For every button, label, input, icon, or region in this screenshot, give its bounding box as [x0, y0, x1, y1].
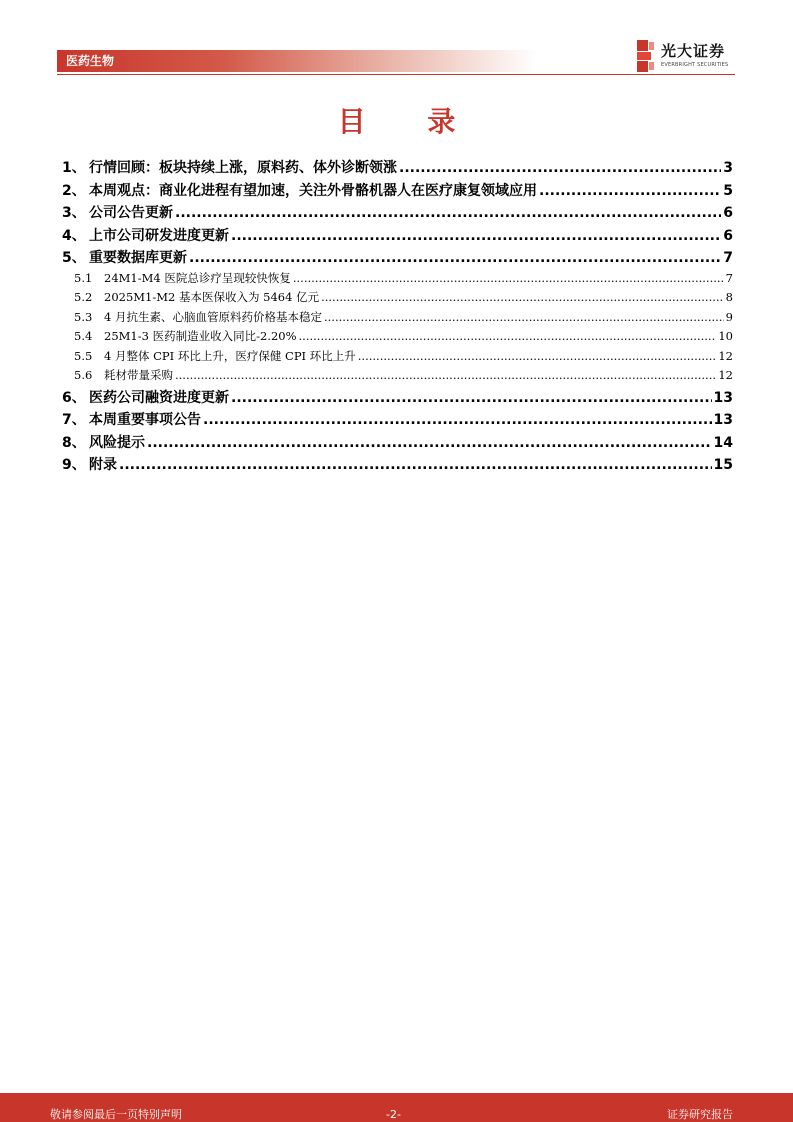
toc-entry-page: 13	[713, 389, 733, 406]
toc-entry[interactable]	[62, 328, 733, 348]
toc-entry-title: 本周观点：商业化进程有望加速，关注外骨骼机器人在医疗康复领域应用	[89, 182, 537, 199]
company-logo	[637, 40, 737, 74]
section-title: 医药生物	[66, 54, 115, 68]
everbright-logo-icon	[637, 40, 655, 72]
toc-entry[interactable]	[62, 247, 733, 270]
toc-leader-dots	[189, 250, 721, 266]
toc-entry-title: 2025M1-M2 基本医保收入为 5464 亿元	[104, 290, 320, 304]
toc-entry[interactable]	[62, 409, 733, 432]
toc-entry[interactable]	[62, 270, 733, 290]
header-divider	[57, 74, 735, 75]
toc-entry-title: 上市公司研发进度更新	[89, 227, 229, 244]
toc-entry-number: 5、	[62, 250, 86, 266]
toc-entry-title: 耗材带量采购	[104, 368, 173, 382]
toc-entry[interactable]	[62, 202, 733, 225]
toc-leader-dots	[358, 349, 717, 363]
toc-leader-dots	[119, 457, 712, 473]
toc-entry-page: 12	[718, 368, 733, 382]
toc-entry-number: 3、	[62, 205, 86, 221]
toc-heading: 目 录	[337, 105, 482, 138]
toc-entry-title: 公司公告更新	[89, 205, 173, 221]
toc-leader-dots	[299, 329, 717, 343]
toc-leader-dots	[231, 390, 712, 406]
toc-entry-page: 8	[725, 290, 733, 304]
toc-entry-title: 医药公司融资进度更新	[89, 389, 229, 406]
toc-entry-number: 5.5	[74, 348, 93, 363]
toc-entry[interactable]	[62, 289, 733, 309]
toc-entry-number: 5.1	[74, 270, 93, 285]
toc-entry-title: 行情回顾：板块持续上涨，原料药、体外诊断领涨	[89, 160, 397, 176]
header-bar	[57, 50, 537, 72]
toc-entry[interactable]	[62, 454, 733, 477]
toc-entry[interactable]	[62, 387, 733, 410]
toc-leader-dots	[147, 435, 712, 451]
toc-entry-number: 5.3	[74, 309, 93, 324]
toc-entry-page: 6	[723, 205, 733, 221]
toc-entry-page: 9	[725, 309, 733, 324]
footer-report-type: 证券研究报告	[667, 1108, 733, 1121]
toc-entry-title: 重要数据库更新	[89, 250, 187, 266]
toc-entry-page: 10	[718, 329, 733, 343]
toc-entry-number: 5.6	[74, 368, 93, 382]
toc-entry-page: 3	[723, 160, 733, 176]
toc-entry-number: 5.4	[74, 329, 93, 343]
toc-leader-dots	[203, 412, 712, 428]
footer-disclaimer: 敬请参阅最后一页特别声明	[50, 1108, 182, 1121]
toc-leader-dots	[539, 183, 721, 199]
toc-entry-page: 7	[723, 250, 733, 266]
toc-leader-dots	[175, 205, 721, 221]
toc-entry-page: 6	[723, 227, 733, 244]
toc-entry-number: 5.2	[74, 290, 93, 304]
toc-entry-title: 25M1-3 医药制造业收入同比-2.20%	[104, 329, 297, 343]
toc-leader-dots	[399, 160, 721, 176]
toc-leader-dots	[321, 290, 724, 304]
toc-entry-page: 14	[713, 434, 733, 451]
toc-entry-title: 4 月抗生素、心脑血管原料药价格基本稳定	[104, 309, 322, 324]
toc-entry-page: 7	[725, 270, 733, 285]
toc-entry-title: 本周重要事项公告	[89, 412, 201, 428]
toc-entry[interactable]	[62, 157, 733, 180]
toc-entry[interactable]	[62, 367, 733, 387]
toc-entry-page: 15	[713, 457, 733, 473]
page-number: -2-	[386, 1108, 401, 1121]
toc-entry[interactable]	[62, 225, 733, 248]
toc-entry-title: 24M1-M4 医院总诊疗呈现较快恢复	[104, 270, 291, 285]
toc-entry-title: 风险提示	[89, 434, 145, 451]
toc-leader-dots	[231, 228, 721, 244]
toc-entry[interactable]	[62, 348, 733, 368]
toc-entry-page: 13	[713, 412, 733, 428]
table-of-contents	[62, 157, 733, 477]
toc-entry-number: 7、	[62, 412, 86, 428]
toc-entry[interactable]	[62, 309, 733, 329]
logo-name-cn: 光大证券	[661, 42, 726, 60]
toc-entry-page: 12	[718, 348, 733, 363]
toc-entry-title: 4 月整体 CPI 环比上升，医疗保健 CPI 环比上升	[104, 348, 356, 363]
toc-entry-number: 2、	[62, 182, 86, 199]
toc-entry-number: 6、	[62, 389, 86, 406]
toc-entry-number: 9、	[62, 457, 86, 473]
toc-entry[interactable]	[62, 180, 733, 203]
toc-leader-dots	[324, 310, 724, 324]
toc-entry-number: 8、	[62, 434, 86, 451]
toc-entry-number: 4、	[62, 227, 86, 244]
toc-entry-page: 5	[723, 182, 733, 199]
toc-leader-dots	[293, 271, 724, 285]
toc-entry-number: 1、	[62, 160, 86, 176]
toc-entry-title: 附录	[89, 457, 117, 473]
toc-leader-dots	[175, 368, 716, 382]
logo-name-en: EVERBRIGHT SECURITIES	[661, 62, 729, 68]
toc-entry[interactable]	[62, 432, 733, 455]
